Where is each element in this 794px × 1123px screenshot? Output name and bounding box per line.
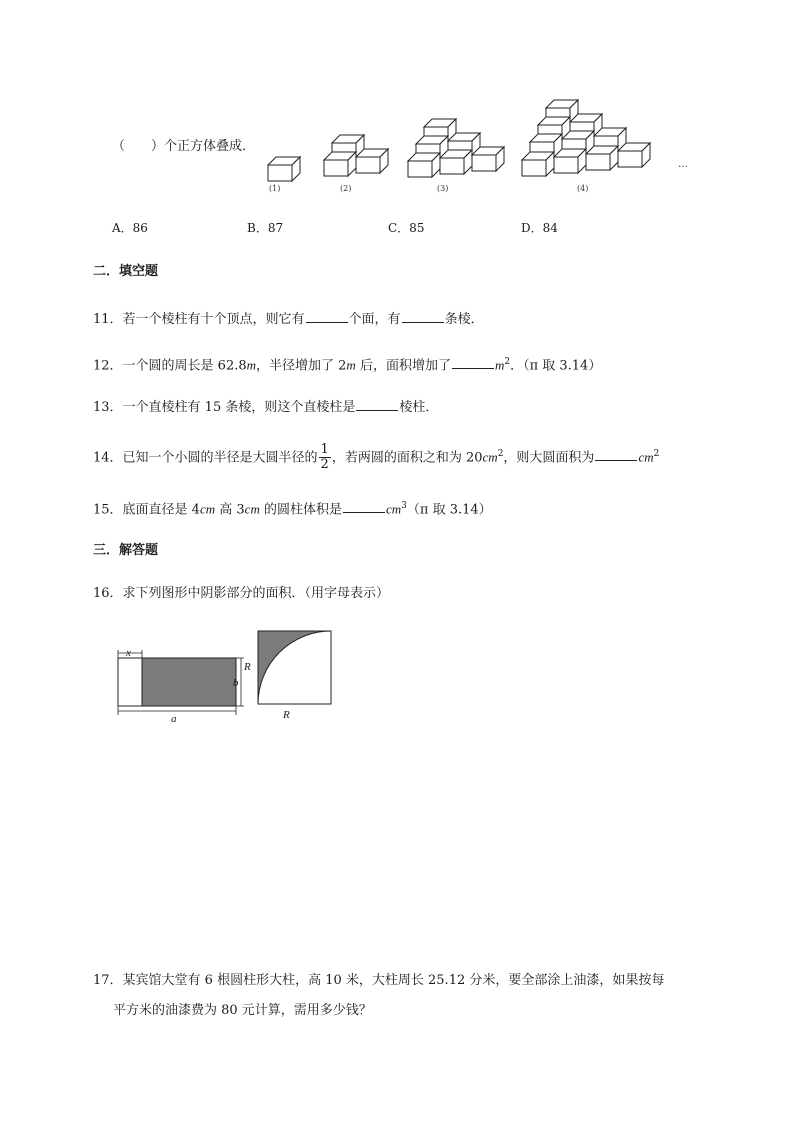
q16-figures [112,628,337,723]
option-c: C．85 [388,221,425,235]
question-14 [93,437,659,475]
question-17-line-2: 平方米的油漆费为 80 元计算，需用多少钱？ [113,1003,372,1018]
q13-text-b: 棱柱． [399,400,439,415]
question-13 [93,397,438,417]
q15-text-a: 15．底面直径是 4 [93,502,200,518]
q15-text-b: 高 3 [215,502,245,518]
fraction-one-half [319,443,331,472]
section-3-title: 三．解答题 [93,543,159,558]
q14-text-b: ，若两圆的面积之和为 20 [331,450,483,466]
question-15 [93,497,492,519]
q10-stem [112,138,255,156]
q15-exponent: 3 [401,501,407,511]
figure-label-3: (3) [437,184,449,193]
question-11 [93,309,484,329]
q12-answer-unit: m [494,357,505,373]
q12-text-c: 后，面积增加了 [355,358,451,374]
figure-label-2: (2) [340,184,352,193]
label-R-side: R [244,661,251,673]
label-x: x [126,647,131,659]
q12-exponent: 2 [504,357,511,367]
q12-text-d: ．（π 取 3.14） [510,358,602,374]
q14-text-a: 14．已知一个小圆的半径是大圆半径的 [93,450,318,466]
cube-stack-figures [260,95,690,200]
option-b: B．87 [247,221,284,235]
q15-text-d: （π 取 3.14） [406,502,492,518]
label-a: a [171,713,177,723]
q12-unit-m: m [246,357,257,373]
question-12 [93,353,601,375]
q14-answer-exponent: 2 [653,449,660,459]
figure-3-cubes [408,119,504,177]
figure-4-cubes [522,100,650,176]
q15-text-c: 的圆柱体积是 [259,502,342,518]
q14-unit: cm [482,449,498,465]
q15-unit: cm [199,501,216,517]
answer-blank[interactable] [452,355,494,369]
q11-text-a: 11．若一个棱柱有十个顶点，则它有 [93,312,305,327]
fraction-denominator: 2 [320,457,329,473]
option-a: A．86 [112,221,148,235]
fraction-numerator: 1 [320,442,329,458]
q16-figure-1 [118,647,244,723]
q10-paren: （ ） [112,139,165,154]
q12-text-b: ，半径增加了 2 [256,358,347,374]
label-b: b [233,677,239,689]
shaded-rectangle [142,658,236,706]
q10-ellipsis: … [678,159,688,170]
q12-unit-m: m [346,357,356,373]
question-17-line-1: 17．某宾馆大堂有 6 根圆柱形大柱，高 10 米，大柱周长 25.12 分米，要全部涂上油漆，如果按每 [93,973,665,988]
q10-stem-text: 个正方体叠成． [164,139,256,154]
answer-blank[interactable] [402,309,444,323]
figure-label-1: (1) [269,184,281,193]
figure-1-cubes [268,157,300,181]
q11-text-b: 个面，有 [348,312,401,327]
q15-unit: cm [244,501,260,517]
q16-figure-2 [243,631,331,721]
q11-text-c: 条棱． [444,312,484,327]
option-d: D．84 [521,221,558,235]
question-16: 16．求下列图形中阴影部分的面积．（用字母表示） [93,586,390,601]
section-2-title: 二．填空题 [93,264,159,279]
figure-2-cubes [324,135,388,176]
q15-answer-unit: cm [385,501,402,517]
q12-text-a: 12．一个圆的周长是 62.8 [93,358,247,374]
answer-blank[interactable] [595,447,637,461]
q14-text-c: ，则大圆面积为 [503,450,595,466]
q14-answer-unit: cm [638,449,654,465]
answer-blank[interactable] [356,397,398,411]
q13-text-a: 13．一个直棱柱有 15 条棱，则这个直棱柱是 [93,400,356,415]
answer-blank[interactable] [306,309,348,323]
label-R-bottom: R [283,709,290,721]
q14-exponent: 2 [497,449,504,459]
answer-blank[interactable] [343,499,385,513]
figure-label-4: (4) [577,184,589,193]
